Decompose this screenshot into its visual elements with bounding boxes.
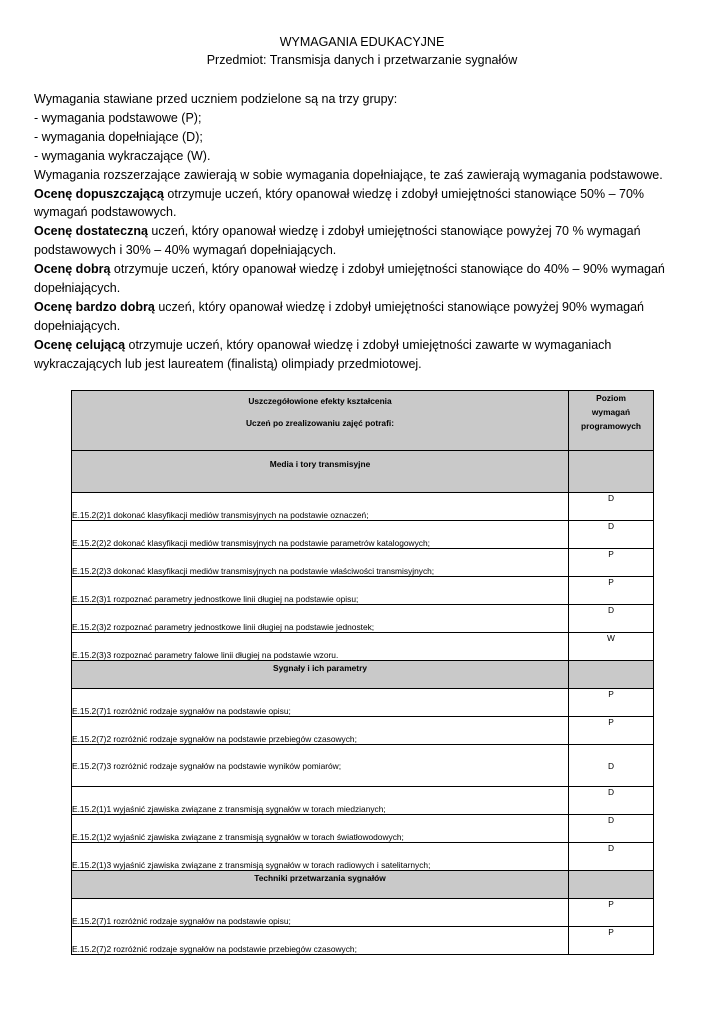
col-level-title: programowych: [580, 421, 642, 431]
section-level-cell: [569, 451, 654, 493]
grade-paragraph: [34, 260, 694, 298]
requirement-text: E.15.2(7)1 rozróżnić rodzaje sygnałów na podstawie opisu;: [72, 689, 569, 717]
table-row: [72, 899, 654, 927]
col-effects-title: Uszczegółowione efekty kształcenia: [248, 396, 392, 406]
subject-title: Przedmiot: Transmisja danych i przetwarzanie sygnałów: [206, 53, 518, 67]
section-title: Sygnały i ich parametry: [72, 661, 569, 689]
col-effects-subtitle: Uczeń po zrealizowaniu zajęć potrafi:: [246, 418, 394, 428]
table-row: [72, 745, 654, 787]
intro-line: Wymagania rozszerzające zawierają w sobie wymagania dopełniające, te zaś zawierają wymagania podstawowe.: [34, 167, 663, 182]
requirement-level: P: [569, 717, 654, 745]
requirement-level: P: [569, 927, 654, 955]
table-row: [72, 493, 654, 521]
section-level-cell: [569, 661, 654, 689]
section-header-row: [72, 451, 654, 493]
requirements-table: [71, 390, 654, 955]
table-header-row: [72, 391, 654, 451]
grade-text: otrzymuje uczeń, który opanował wiedzę i zdobył umiejętności zawarte w wymaganiach wykraczających lub jest laureatem (finalistą) olimpiady przedmiotowej.: [34, 337, 612, 371]
requirement-text: E.15.2(7)3 rozróżnić rodzaje sygnałów na podstawie wyników pomiarów;: [72, 745, 569, 787]
requirement-level: P: [569, 899, 654, 927]
table-row: [72, 605, 654, 633]
section-header-row: [72, 871, 654, 899]
grade-text: uczeń, który opanował wiedzę i zdobył umiejętności stanowiące powyżej 70 % wymagań podstawowych i 30% – 40% wymagań dopełniających.: [34, 224, 641, 258]
requirement-level: P: [569, 549, 654, 577]
requirement-level: P: [569, 689, 654, 717]
requirement-text: E.15.2(7)1 rozróżnić rodzaje sygnałów na podstawie opisu;: [72, 899, 569, 927]
col-effects-header: [72, 391, 569, 451]
table-row: [72, 927, 654, 955]
requirement-level: W: [569, 633, 654, 661]
col-level-header: [569, 391, 654, 451]
document-title: WYMAGANIA EDUKACYJNE: [279, 35, 445, 49]
intro-block: [34, 90, 694, 374]
grade-label: Ocenę dostateczną: [34, 224, 148, 239]
requirement-level: P: [569, 577, 654, 605]
grade-label: Ocenę dobrą: [34, 262, 111, 277]
requirement-text: E.15.2(1)1 wyjaśnić zjawiska związane z transmisją sygnałów w torach miedzianych;: [72, 787, 569, 815]
grade-label: Ocenę dopuszczającą: [34, 186, 164, 201]
requirement-text: E.15.2(3)3 rozpoznać parametry falowe linii długiej na podstawie wzoru.: [72, 633, 569, 661]
table-row: [72, 815, 654, 843]
requirement-text: E.15.2(1)2 wyjaśnić zjawiska związane z transmisją sygnałów w torach światłowodowych;: [72, 815, 569, 843]
table-row: [72, 787, 654, 815]
col-level-title: wymagań: [591, 407, 631, 417]
col-level-title: Poziom: [596, 393, 626, 403]
table-row: [72, 689, 654, 717]
grade-label: Ocenę bardzo dobrą: [34, 299, 155, 314]
grade-label: Ocenę celującą: [34, 337, 126, 352]
section-title: Media i tory transmisyjne: [72, 451, 569, 493]
requirement-text: E.15.2(2)2 dokonać klasyfikacji mediów transmisyjnych na podstawie parametrów katalogowych;: [72, 521, 569, 549]
requirement-level: D: [569, 815, 654, 843]
requirement-level: D: [569, 745, 654, 787]
grade-text: uczeń, który opanował wiedzę i zdobył umiejętności stanowiące powyżej 90% wymagań dopełniających.: [34, 299, 645, 333]
requirement-level: D: [569, 843, 654, 871]
requirement-text: E.15.2(2)3 dokonać klasyfikacji mediów transmisyjnych na podstawie właściwości transmisyjnych;: [72, 549, 569, 577]
requirement-level: D: [569, 493, 654, 521]
intro-line: Wymagania stawiane przed uczniem podzielone są na trzy grupy:: [34, 92, 398, 106]
requirement-text: E.15.2(3)2 rozpoznać parametry jednostkowe linii długiej na podstawie jednostek;: [72, 605, 569, 633]
intro-line: - wymagania wykraczające (W).: [34, 148, 211, 163]
requirement-level: D: [569, 787, 654, 815]
grade-paragraph: [34, 336, 694, 374]
requirement-text: E.15.2(7)2 rozróżnić rodzaje sygnałów na podstawie przebiegów czasowych;: [72, 927, 569, 955]
requirement-level: D: [569, 521, 654, 549]
grade-text: otrzymuje uczeń, który opanował wiedzę i zdobył umiejętności stanowiące do 40% – 90% wymagań dopełniających.: [34, 262, 665, 296]
section-level-cell: [569, 871, 654, 899]
requirement-text: E.15.2(2)1 dokonać klasyfikacji mediów transmisyjnych na podstawie oznaczeń;: [72, 493, 569, 521]
intro-line: - wymagania podstawowe (P);: [34, 110, 202, 125]
grade-paragraph: [34, 185, 694, 223]
table-row: [72, 843, 654, 871]
table-row: [72, 633, 654, 661]
grade-paragraph: [34, 222, 694, 260]
grade-paragraph: [34, 298, 694, 336]
requirement-text: E.15.2(3)1 rozpoznać parametry jednostkowe linii długiej na podstawie opisu;: [72, 577, 569, 605]
table-row: [72, 521, 654, 549]
requirement-text: E.15.2(7)2 rozróżnić rodzaje sygnałów na podstawie przebiegów czasowych;: [72, 717, 569, 745]
intro-line: - wymagania dopełniające (D);: [34, 129, 203, 144]
table-row: [72, 717, 654, 745]
requirement-text: E.15.2(1)3 wyjaśnić zjawiska związane z transmisją sygnałów w torach radiowych i satelitarnych;: [72, 843, 569, 871]
section-header-row: [72, 661, 654, 689]
requirement-level: D: [569, 605, 654, 633]
section-title: Techniki przetwarzania sygnałów: [72, 871, 569, 899]
table-row: [72, 577, 654, 605]
table-row: [72, 549, 654, 577]
grade-text: otrzymuje uczeń, który opanował wiedzę i zdobył umiejętności stanowiące 50% – 70% wymagań podstawowych.: [34, 186, 645, 220]
